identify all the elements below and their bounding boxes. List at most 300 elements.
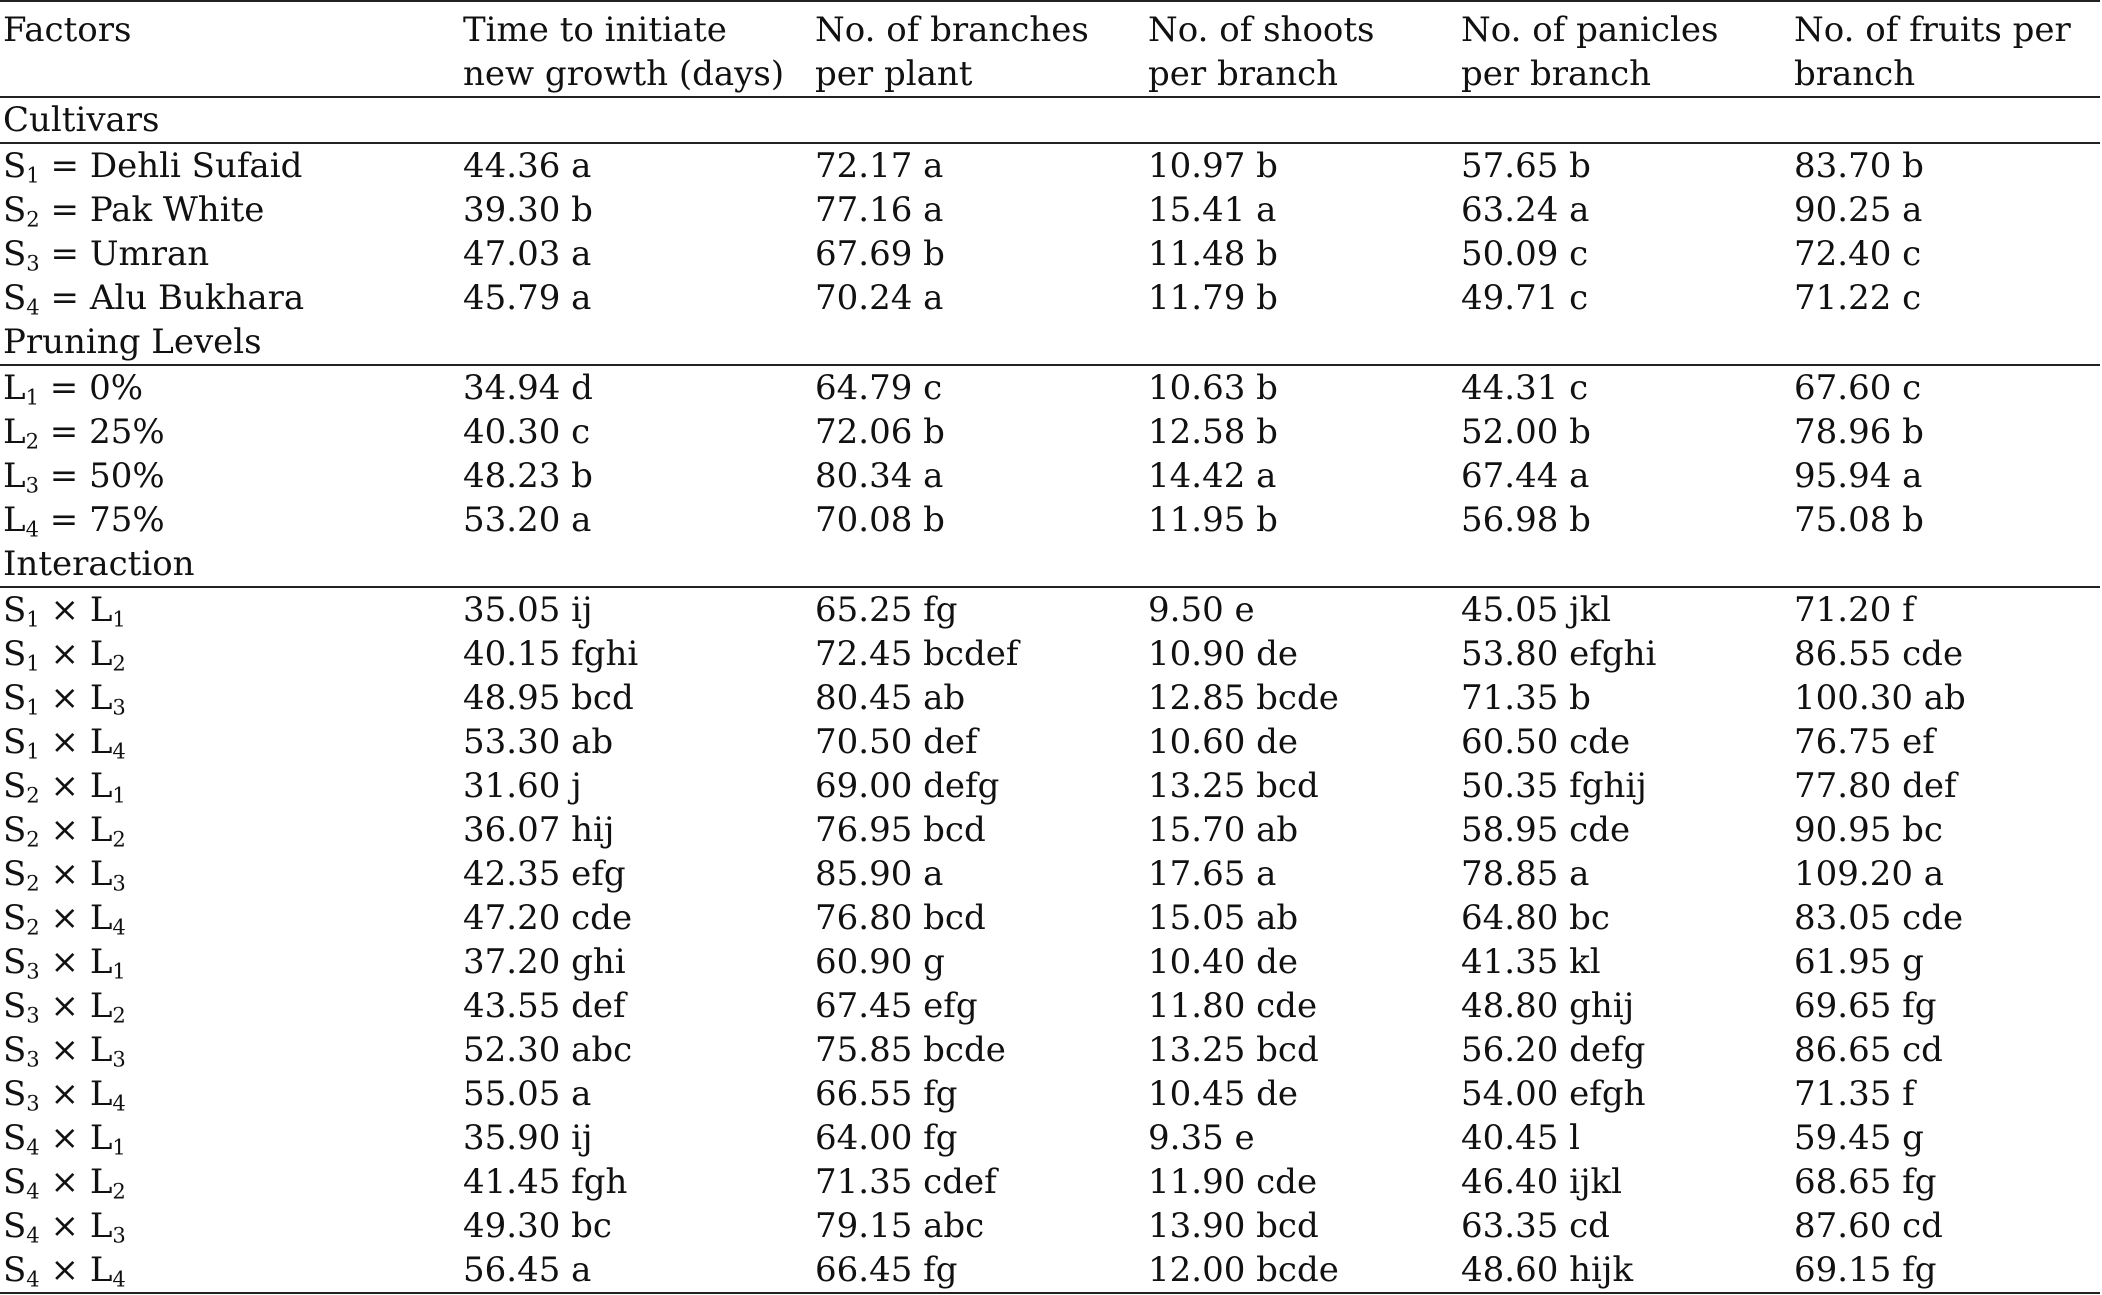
value-cell: 86.55 cde xyxy=(1794,634,1964,674)
value-cell: 67.45 efg xyxy=(815,986,978,1026)
value-cell: 10.63 b xyxy=(1148,368,1278,408)
value-cell: 10.45 de xyxy=(1148,1074,1299,1114)
factor-symbol: S xyxy=(3,1250,27,1290)
table-row xyxy=(0,852,2100,896)
factor-text: × xyxy=(39,810,90,850)
table-row xyxy=(0,676,2100,720)
table-row xyxy=(0,365,2100,410)
value-cell: 76.80 bcd xyxy=(815,898,986,938)
value-cell: 41.35 kl xyxy=(1461,942,1601,982)
value-cell: 52.30 abc xyxy=(463,1030,633,1070)
value-cell: 86.65 cd xyxy=(1794,1030,1943,1070)
value-cell: 14.42 a xyxy=(1148,456,1277,496)
factor-symbol: S xyxy=(3,898,27,938)
factor-subscript: 2 xyxy=(26,870,40,896)
table-row xyxy=(0,720,2100,764)
value-cell: 56.20 defg xyxy=(1461,1030,1646,1070)
value-cell: 47.20 cde xyxy=(463,898,633,938)
table-row xyxy=(0,808,2100,852)
value-cell: 80.45 ab xyxy=(815,678,966,718)
factor-text: = 0% xyxy=(39,368,144,408)
value-cell: 40.15 fghi xyxy=(463,634,639,674)
value-cell: 11.95 b xyxy=(1148,500,1278,540)
value-cell: 54.00 efgh xyxy=(1461,1074,1646,1114)
value-cell: 11.80 cde xyxy=(1148,986,1318,1026)
value-cell: 43.55 def xyxy=(463,986,626,1026)
factor-text: = Dehli Sufaid xyxy=(39,146,303,186)
value-cell: 39.30 b xyxy=(463,190,593,230)
factor-subscript: 2 xyxy=(26,826,40,852)
factor-symbol: L xyxy=(89,678,113,718)
value-cell: 37.20 ghi xyxy=(463,942,626,982)
value-cell: 35.90 ij xyxy=(463,1118,593,1158)
value-cell: 61.95 g xyxy=(1794,942,1924,982)
factor-label xyxy=(0,1028,460,1072)
value-cell: 44.36 a xyxy=(463,146,592,186)
factor-label xyxy=(0,852,460,896)
factor-text: × xyxy=(39,678,90,718)
value-cell: 11.79 b xyxy=(1148,278,1278,318)
factor-subscript: 1 xyxy=(112,1134,126,1160)
value-cell: 10.40 de xyxy=(1148,942,1299,982)
section-row xyxy=(0,97,2100,143)
table-body xyxy=(0,97,2100,1293)
value-cell: 13.25 bcd xyxy=(1148,766,1319,806)
section-title: Interaction xyxy=(0,542,460,587)
table-row xyxy=(0,896,2100,940)
factor-subscript: 1 xyxy=(26,694,40,720)
factor-symbol: L xyxy=(89,590,113,630)
value-cell: 90.25 a xyxy=(1794,190,1923,230)
factor-subscript: 3 xyxy=(112,870,126,896)
header-fruits-per-branch: No. of fruits per branch xyxy=(1791,1,2100,97)
value-cell: 100.30 ab xyxy=(1794,678,1966,718)
value-cell: 15.70 ab xyxy=(1148,810,1299,850)
factor-text: × xyxy=(39,634,90,674)
factor-symbol: S xyxy=(3,146,27,186)
factor-subscript: 1 xyxy=(112,958,126,984)
value-cell: 69.65 fg xyxy=(1794,986,1937,1026)
table-row xyxy=(0,587,2100,632)
value-cell: 66.55 fg xyxy=(815,1074,958,1114)
factor-label xyxy=(0,1248,460,1293)
value-cell: 77.16 a xyxy=(815,190,944,230)
value-cell: 78.96 b xyxy=(1794,412,1924,452)
value-cell: 56.45 a xyxy=(460,1248,812,1293)
value-cell: 41.45 fgh xyxy=(463,1162,628,1202)
factor-subscript: 2 xyxy=(26,206,40,232)
value-cell: 36.07 hij xyxy=(463,810,615,850)
section-spacer-cell xyxy=(1458,97,1791,143)
factor-text: × xyxy=(39,1250,90,1290)
value-cell: 66.45 fg xyxy=(812,1248,1145,1293)
value-cell: 69.15 fg xyxy=(1791,1248,2100,1293)
section-spacer-cell xyxy=(1145,320,1458,365)
factor-subscript: 2 xyxy=(112,1178,126,1204)
value-cell: 79.15 abc xyxy=(815,1206,985,1246)
factor-text: × xyxy=(39,898,90,938)
value-cell: 53.80 efghi xyxy=(1461,634,1657,674)
factor-subscript: 1 xyxy=(26,738,40,764)
table-row xyxy=(0,276,2100,320)
section-spacer-cell xyxy=(1458,320,1791,365)
table-row xyxy=(0,232,2100,276)
value-cell: 109.20 a xyxy=(1794,854,1945,894)
value-cell: 45.79 a xyxy=(463,278,592,318)
value-cell: 64.80 bc xyxy=(1461,898,1610,938)
section-spacer-cell xyxy=(1791,542,2100,587)
factor-subscript: 4 xyxy=(112,1266,126,1292)
factor-label xyxy=(0,143,460,188)
factor-subscript: 4 xyxy=(112,1090,126,1116)
factor-text: × xyxy=(39,1162,90,1202)
table-header-row xyxy=(0,1,2100,97)
section-spacer-cell xyxy=(1145,542,1458,587)
factor-subscript: 2 xyxy=(25,428,39,454)
factor-subscript: 1 xyxy=(26,650,40,676)
factor-label xyxy=(0,1204,460,1248)
factor-subscript: 3 xyxy=(112,694,126,720)
factor-text: = Umran xyxy=(39,234,210,274)
value-cell: 70.08 b xyxy=(815,500,945,540)
factor-symbol: S xyxy=(3,722,27,762)
factor-subscript: 4 xyxy=(26,294,40,320)
factor-text: = 25% xyxy=(39,412,165,452)
value-cell: 72.06 b xyxy=(815,412,945,452)
section-spacer-cell xyxy=(1145,97,1458,143)
table-row xyxy=(0,1028,2100,1072)
value-cell: 12.85 bcde xyxy=(1148,678,1339,718)
factor-label xyxy=(0,940,460,984)
factor-subscript: 2 xyxy=(112,826,126,852)
value-cell: 10.97 b xyxy=(1148,146,1278,186)
factor-label xyxy=(0,454,460,498)
value-cell: 87.60 cd xyxy=(1794,1206,1943,1246)
factor-label xyxy=(0,984,460,1028)
factor-subscript: 4 xyxy=(112,738,126,764)
factor-subscript: 4 xyxy=(26,1222,40,1248)
section-spacer-cell xyxy=(1791,97,2100,143)
table-row xyxy=(0,454,2100,498)
factor-symbol: L xyxy=(89,986,113,1026)
value-cell: 12.58 b xyxy=(1148,412,1278,452)
value-cell: 44.31 c xyxy=(1461,368,1589,408)
value-cell: 10.90 de xyxy=(1148,634,1299,674)
factor-label xyxy=(0,1072,460,1116)
factor-label xyxy=(0,764,460,808)
value-cell: 71.20 f xyxy=(1794,590,1915,630)
section-spacer-cell xyxy=(460,97,812,143)
value-cell: 68.65 fg xyxy=(1794,1162,1937,1202)
value-cell: 56.98 b xyxy=(1461,500,1591,540)
factor-label xyxy=(0,1116,460,1160)
factor-symbol: S xyxy=(3,986,27,1026)
factor-symbol: L xyxy=(89,1206,113,1246)
factor-symbol: L xyxy=(89,1074,113,1114)
factor-symbol: S xyxy=(3,942,27,982)
factor-symbol: S xyxy=(3,854,27,894)
value-cell: 80.34 a xyxy=(815,456,944,496)
value-cell: 72.40 c xyxy=(1794,234,1922,274)
factor-label xyxy=(0,365,460,410)
value-cell: 50.35 fghij xyxy=(1461,766,1647,806)
value-cell: 83.70 b xyxy=(1794,146,1924,186)
value-cell: 49.30 bc xyxy=(463,1206,612,1246)
table-row xyxy=(0,940,2100,984)
value-cell: 67.44 a xyxy=(1461,456,1590,496)
value-cell: 9.35 e xyxy=(1148,1118,1255,1158)
factor-subscript: 1 xyxy=(25,384,39,410)
table-row xyxy=(0,984,2100,1028)
table-row xyxy=(0,188,2100,232)
value-cell: 50.09 c xyxy=(1461,234,1589,274)
section-title: Pruning Levels xyxy=(0,320,460,365)
factor-symbol: S xyxy=(3,1162,27,1202)
factor-symbol: L xyxy=(89,1162,113,1202)
value-cell: 67.69 b xyxy=(815,234,945,274)
value-cell: 71.35 b xyxy=(1461,678,1591,718)
header-panicles-per-branch: No. of panicles per branch xyxy=(1458,1,1791,97)
value-cell: 69.00 defg xyxy=(815,766,1000,806)
factor-subscript: 3 xyxy=(26,958,40,984)
table-row xyxy=(0,764,2100,808)
factor-text: = Pak White xyxy=(39,190,265,230)
header-time-to-initiate: Time to initiate new growth (days) xyxy=(460,1,812,97)
value-cell: 15.05 ab xyxy=(1148,898,1299,938)
factor-symbol: S xyxy=(3,766,27,806)
factor-subscript: 1 xyxy=(112,782,126,808)
factor-subscript: 3 xyxy=(26,1090,40,1116)
factor-symbol: L xyxy=(89,1250,113,1290)
factor-label xyxy=(0,720,460,764)
factor-symbol: L xyxy=(89,722,113,762)
value-cell: 49.71 c xyxy=(1461,278,1589,318)
value-cell: 34.94 d xyxy=(463,368,593,408)
factor-subscript: 1 xyxy=(112,606,126,632)
factor-symbol: S xyxy=(3,590,27,630)
header-branches-per-plant: No. of branches per plant xyxy=(812,1,1145,97)
value-cell: 35.05 ij xyxy=(463,590,593,630)
value-cell: 71.35 cdef xyxy=(815,1162,997,1202)
header-factors: Factors xyxy=(0,1,460,97)
table-row xyxy=(0,1248,2100,1293)
value-cell: 76.75 ef xyxy=(1794,722,1935,762)
value-cell: 58.95 cde xyxy=(1461,810,1631,850)
factor-subscript: 4 xyxy=(25,516,39,542)
value-cell: 70.50 def xyxy=(815,722,978,762)
factor-label xyxy=(0,676,460,720)
value-cell: 10.60 de xyxy=(1148,722,1299,762)
factor-text: × xyxy=(39,722,90,762)
value-cell: 59.45 g xyxy=(1794,1118,1924,1158)
factor-symbol: L xyxy=(89,942,113,982)
section-title: Cultivars xyxy=(0,97,460,143)
factor-text: × xyxy=(39,986,90,1026)
value-cell: 72.45 bcdef xyxy=(815,634,1019,674)
factor-subscript: 4 xyxy=(112,914,126,940)
factor-subscript: 3 xyxy=(26,250,40,276)
factor-label xyxy=(0,188,460,232)
value-cell: 63.24 a xyxy=(1461,190,1590,230)
header-shoots-per-branch: No. of shoots per branch xyxy=(1145,1,1458,97)
factor-subscript: 4 xyxy=(26,1266,40,1292)
factor-subscript: 4 xyxy=(26,1134,40,1160)
value-cell: 95.94 a xyxy=(1794,456,1923,496)
value-cell: 64.79 c xyxy=(815,368,943,408)
factor-text: = 75% xyxy=(39,500,165,540)
section-row xyxy=(0,542,2100,587)
value-cell: 45.05 jkl xyxy=(1461,590,1612,630)
value-cell: 64.00 fg xyxy=(815,1118,958,1158)
factor-symbol: S xyxy=(3,190,27,230)
factor-label xyxy=(0,896,460,940)
factor-symbol: L xyxy=(89,898,113,938)
value-cell: 48.60 hijk xyxy=(1458,1248,1791,1293)
section-spacer-cell xyxy=(460,320,812,365)
factor-label xyxy=(0,276,460,320)
value-cell: 11.48 b xyxy=(1148,234,1278,274)
value-cell: 42.35 efg xyxy=(463,854,626,894)
factor-label xyxy=(0,498,460,542)
factor-subscript: 4 xyxy=(26,1178,40,1204)
table-row xyxy=(0,1072,2100,1116)
factor-subscript: 1 xyxy=(26,606,40,632)
factor-text: × xyxy=(39,590,90,630)
factor-symbol: L xyxy=(89,766,113,806)
factor-symbol: S xyxy=(3,678,27,718)
factor-label xyxy=(0,1160,460,1204)
factor-subscript: 3 xyxy=(26,1046,40,1072)
value-cell: 76.95 bcd xyxy=(815,810,986,850)
value-cell: 57.65 b xyxy=(1461,146,1591,186)
value-cell: 65.25 fg xyxy=(815,590,958,630)
factor-symbol: L xyxy=(89,854,113,894)
factor-label xyxy=(0,808,460,852)
factor-subscript: 3 xyxy=(26,1002,40,1028)
factor-symbol: S xyxy=(3,1074,27,1114)
value-cell: 67.60 c xyxy=(1794,368,1922,408)
value-cell: 11.90 cde xyxy=(1148,1162,1318,1202)
value-cell: 60.50 cde xyxy=(1461,722,1631,762)
table-row xyxy=(0,410,2100,454)
factor-symbol: S xyxy=(3,1206,27,1246)
value-cell: 48.80 ghij xyxy=(1461,986,1635,1026)
table-row xyxy=(0,632,2100,676)
section-spacer-cell xyxy=(460,542,812,587)
factor-symbol: S xyxy=(3,810,27,850)
factor-subscript: 3 xyxy=(112,1222,126,1248)
factor-symbol: S xyxy=(3,1118,27,1158)
table-row xyxy=(0,1116,2100,1160)
value-cell: 9.50 e xyxy=(1148,590,1255,630)
section-spacer-cell xyxy=(812,542,1145,587)
factor-symbol: S xyxy=(3,234,27,274)
value-cell: 63.35 cd xyxy=(1461,1206,1610,1246)
value-cell: 77.80 def xyxy=(1794,766,1957,806)
section-spacer-cell xyxy=(1458,542,1791,587)
factor-subscript: 1 xyxy=(26,162,40,188)
factor-symbol: L xyxy=(3,412,26,452)
factor-subscript: 3 xyxy=(25,472,39,498)
value-cell: 13.25 bcd xyxy=(1148,1030,1319,1070)
factor-symbol: L xyxy=(3,456,26,496)
value-cell: 17.65 a xyxy=(1148,854,1277,894)
value-cell: 71.22 c xyxy=(1794,278,1922,318)
factor-text: × xyxy=(39,766,90,806)
factor-symbol: S xyxy=(3,278,27,318)
factor-symbol: L xyxy=(89,810,113,850)
factor-symbol: L xyxy=(3,500,26,540)
factor-subscript: 2 xyxy=(26,782,40,808)
value-cell: 47.03 a xyxy=(463,234,592,274)
value-cell: 13.90 bcd xyxy=(1148,1206,1319,1246)
value-cell: 53.20 a xyxy=(463,500,592,540)
factor-symbol: S xyxy=(3,634,27,674)
factor-text: = 50% xyxy=(39,456,165,496)
value-cell: 40.30 c xyxy=(463,412,591,452)
factor-text: × xyxy=(39,854,90,894)
value-cell: 71.35 f xyxy=(1794,1074,1915,1114)
value-cell: 46.40 ijkl xyxy=(1461,1162,1623,1202)
value-cell: 48.23 b xyxy=(463,456,593,496)
section-spacer-cell xyxy=(1791,320,2100,365)
factor-text: × xyxy=(39,1118,90,1158)
value-cell: 60.90 g xyxy=(815,942,945,982)
value-cell: 55.05 a xyxy=(463,1074,592,1114)
factor-symbol: L xyxy=(89,1118,113,1158)
value-cell: 83.05 cde xyxy=(1794,898,1964,938)
factor-subscript: 2 xyxy=(112,650,126,676)
value-cell: 72.17 a xyxy=(815,146,944,186)
factor-subscript: 2 xyxy=(26,914,40,940)
factor-symbol: L xyxy=(3,368,26,408)
value-cell: 85.90 a xyxy=(815,854,944,894)
factor-label xyxy=(0,410,460,454)
value-cell: 48.95 bcd xyxy=(463,678,634,718)
factor-text: × xyxy=(39,1030,90,1070)
value-cell: 78.85 a xyxy=(1461,854,1590,894)
value-cell: 31.60 j xyxy=(463,766,582,806)
factor-symbol: S xyxy=(3,1030,27,1070)
value-cell: 75.85 bcde xyxy=(815,1030,1006,1070)
factor-text: × xyxy=(39,1074,90,1114)
table-row xyxy=(0,143,2100,188)
factor-symbol: L xyxy=(89,634,113,674)
section-spacer-cell xyxy=(812,97,1145,143)
value-cell: 90.95 bc xyxy=(1794,810,1943,850)
table-row xyxy=(0,498,2100,542)
value-cell: 15.41 a xyxy=(1148,190,1277,230)
value-cell: 70.24 a xyxy=(815,278,944,318)
factor-label xyxy=(0,632,460,676)
value-cell: 40.45 l xyxy=(1461,1118,1581,1158)
factor-label xyxy=(0,232,460,276)
value-cell: 75.08 b xyxy=(1794,500,1924,540)
table-row xyxy=(0,1204,2100,1248)
factor-label xyxy=(0,587,460,632)
value-cell: 53.30 ab xyxy=(463,722,614,762)
factor-text: × xyxy=(39,1206,90,1246)
section-row xyxy=(0,320,2100,365)
factor-subscript: 2 xyxy=(112,1002,126,1028)
value-cell: 12.00 bcde xyxy=(1145,1248,1458,1293)
section-spacer-cell xyxy=(812,320,1145,365)
factor-symbol: L xyxy=(89,1030,113,1070)
value-cell: 52.00 b xyxy=(1461,412,1591,452)
factor-text: × xyxy=(39,942,90,982)
factor-text: = Alu Bukhara xyxy=(39,278,305,318)
table-row xyxy=(0,1160,2100,1204)
